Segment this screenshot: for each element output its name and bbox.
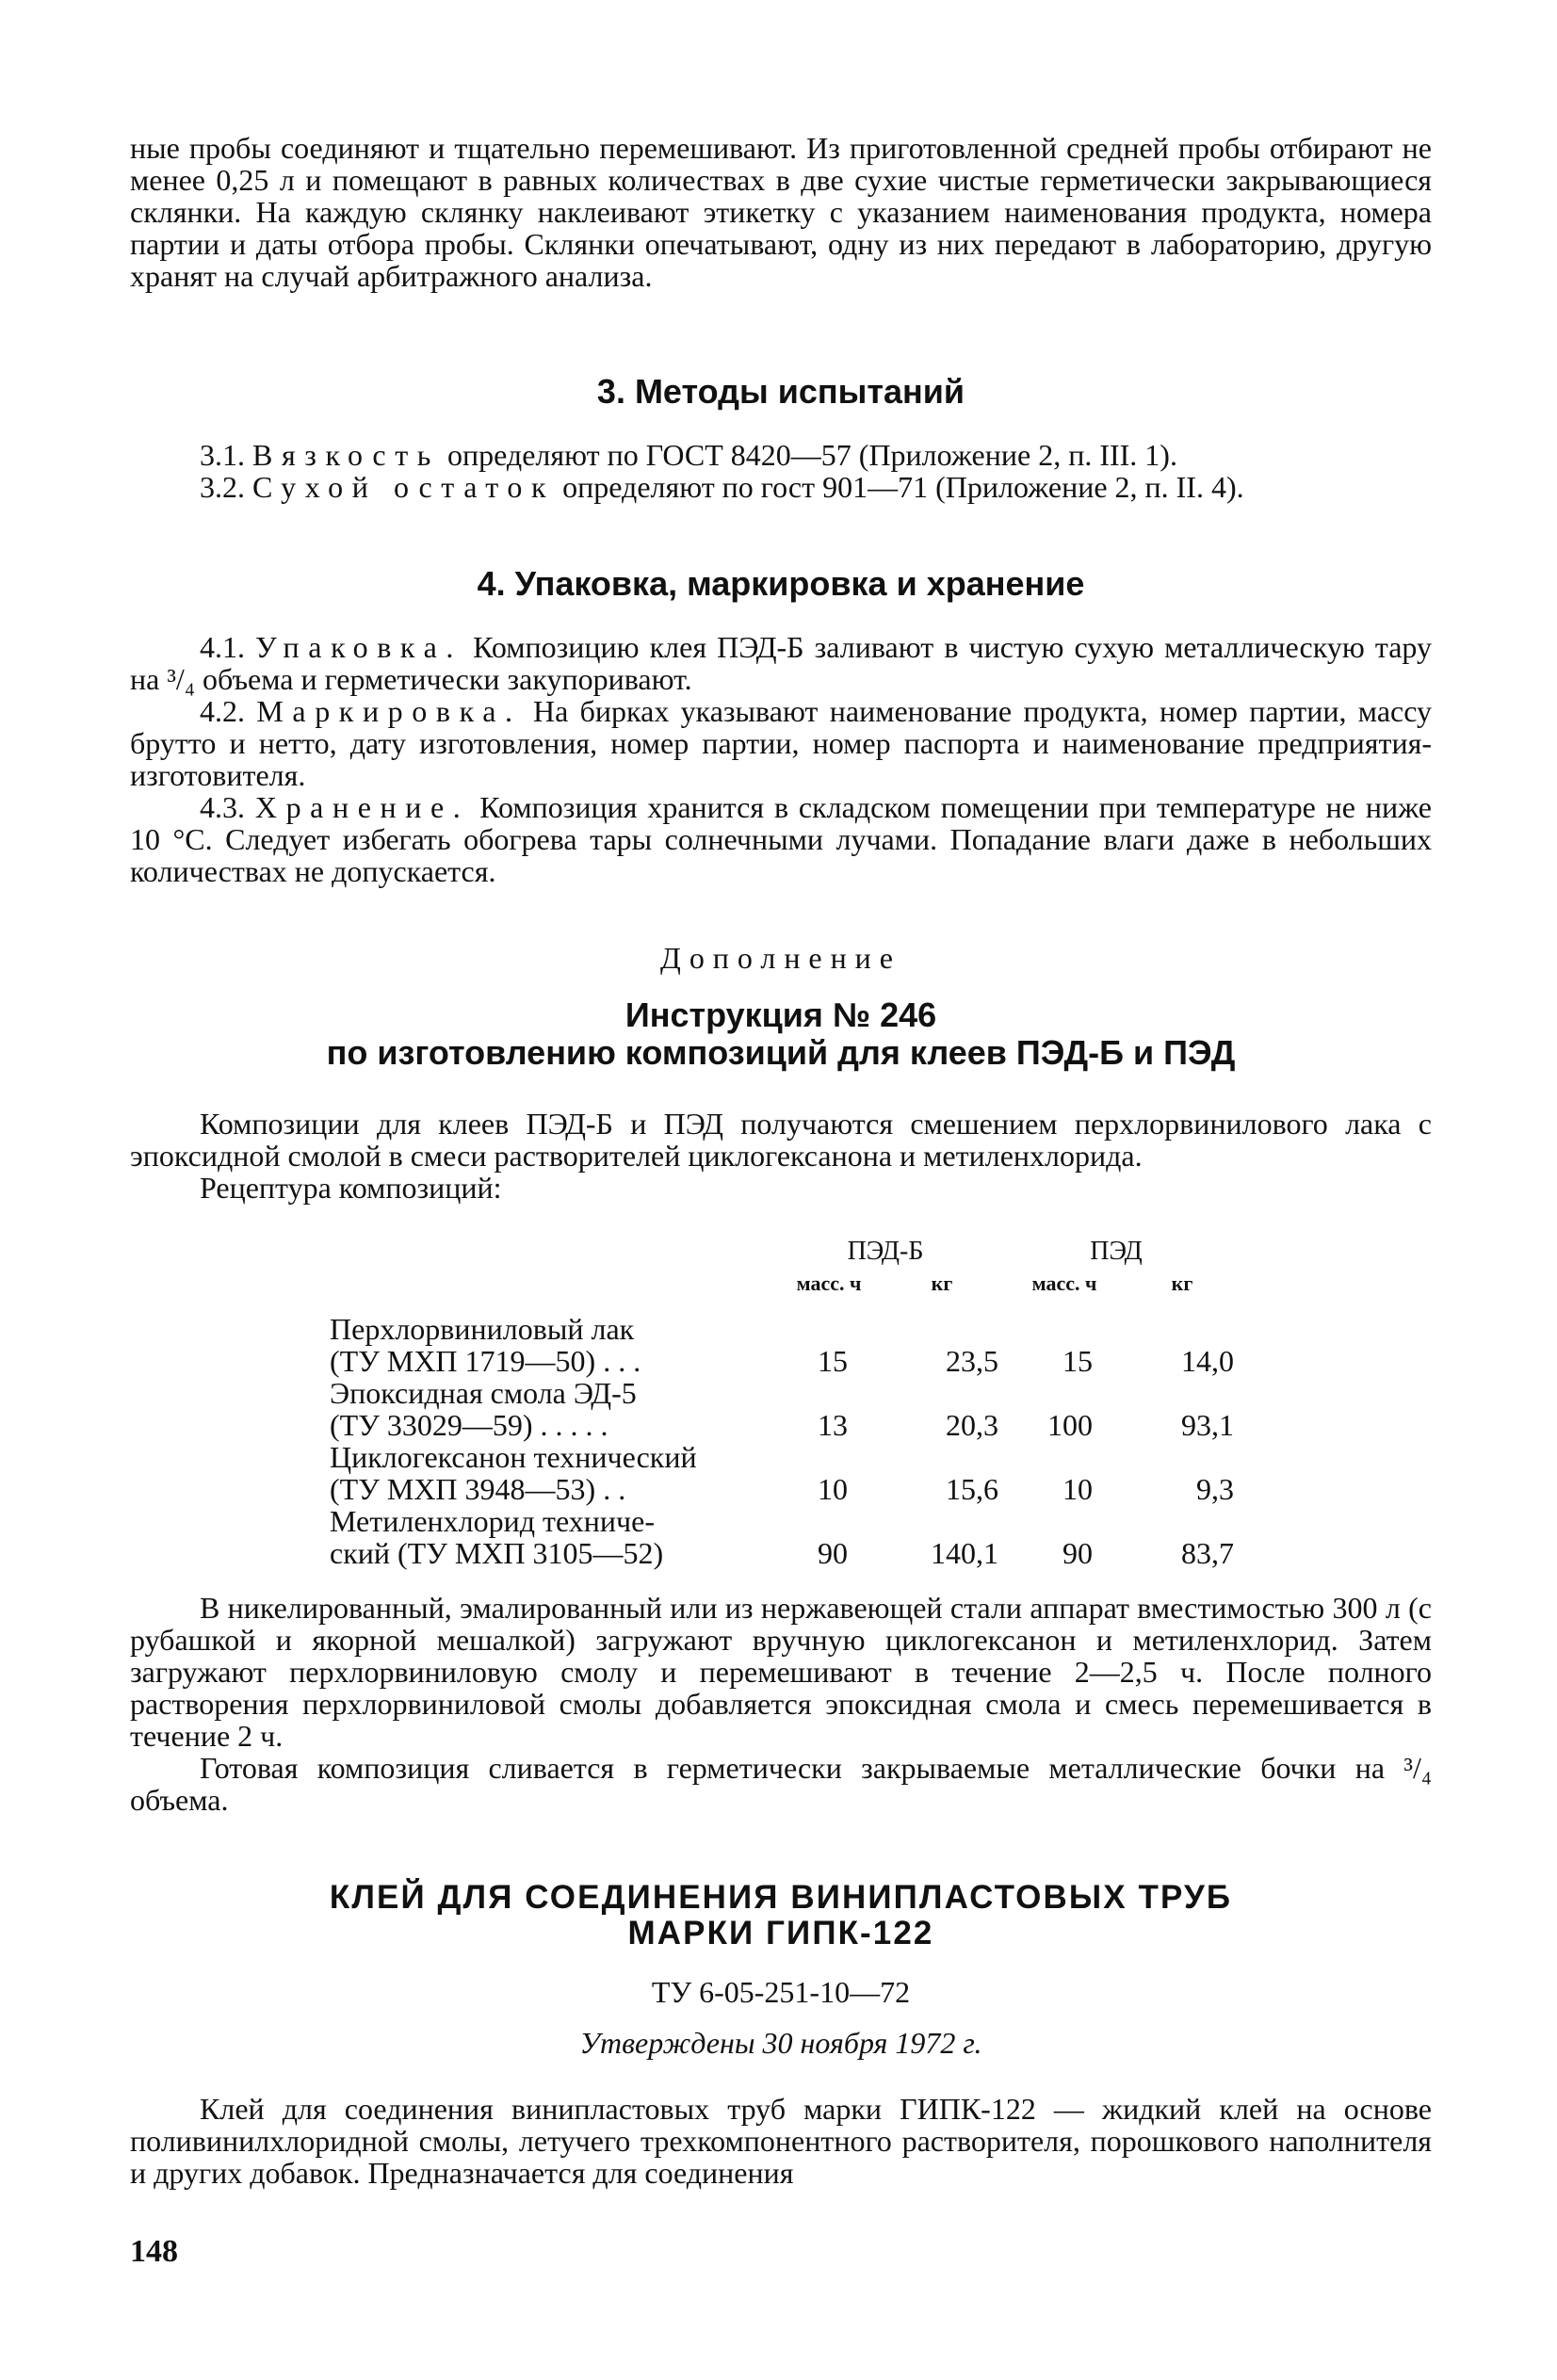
section-4 (130, 565, 1432, 603)
component-name: Эпоксидная смола ЭД-5 (ТУ 33029—59) . . . . . (330, 1376, 637, 1442)
value-cell: 15,6 (946, 1472, 998, 1506)
glue-title-block (130, 1880, 1432, 1951)
glue-paragraph: Клей для соединения винипластовых труб марки ГИПК-122 — жидкий клей на основе поливинилхлоридной смолы, летучего трехкомпонентного растворителя, порошкового наполнителя и других добавок. Предназначается для соединения (130, 2092, 1432, 2190)
appendix-title-line-1: Инструкция № 246 (624, 996, 937, 1034)
table-row (330, 1300, 1234, 1377)
glue-title-line-2: МАРКИ ГИПК-122 (627, 1915, 934, 1951)
glue-standard: ТУ 6-05-251-10—72 (651, 1975, 911, 2009)
item-text: Композицию клея ПЭД-Б заливают в чистую сухую металлическую тару на ³/₄ объема и герметически закупоривают. (130, 630, 1433, 696)
appendix-paragraph-1: Композиции для клеев ПЭД-Б и ПЭД получаются смешением перхлорвинилового лака с эпоксидной смолой в смеси растворителей циклогексанона и метиленхлорида. (130, 1107, 1432, 1173)
unit-header: масс. ч (1031, 1271, 1097, 1295)
value-cell: 13 (818, 1408, 848, 1442)
group-header-ped-b: ПЭД-Б (847, 1237, 924, 1266)
item-text: Композиция хранится в складском помещении при температуре не ниже 10 °С. Следует избегать обогрева тары солнечными лучами. Попадание влаги даже в небольших количествах не допускается. (130, 790, 1433, 888)
unit-header: кг (931, 1271, 953, 1295)
appendix-intro-block (130, 1108, 1432, 1204)
recipe-table-block (330, 1236, 1234, 1569)
item-text: определяют по гост 901—71 (Приложение 2, п. II. 4). (555, 470, 1244, 504)
item-number: 4.3. (200, 790, 245, 824)
item-text: На бирках указывают наименование продукта, номер партии, массу брутто и нетто, дату изготовления, номер партии, номер паспорта и наименование предприятия-изготовителя. (130, 694, 1433, 792)
value-cell: 83,7 (1181, 1536, 1234, 1570)
section-3-items (130, 439, 1432, 503)
intro-paragraph-block (130, 132, 1432, 292)
unit-header: кг (1171, 1271, 1193, 1295)
table-group-header-row (330, 1236, 1234, 1268)
item-3-1 (130, 439, 1432, 471)
component-name: Перхлорвиниловый лак (ТУ МХП 1719—50) . . . (330, 1312, 641, 1378)
item-term: Сухой остаток (252, 470, 556, 504)
value-cell: 20,3 (946, 1408, 998, 1442)
recipe-table (330, 1236, 1234, 1569)
item-term: Хранение. (254, 790, 470, 824)
item-3-2 (130, 471, 1432, 503)
item-number: 4.1. (200, 630, 245, 664)
item-text: определяют по ГОСТ 8420—57 (Приложение 2, п. III. 1). (440, 438, 1177, 472)
value-cell: 140,1 (931, 1536, 998, 1570)
appendix-paragraph-3: Готовая композиция сливается в герметически закрываемые металлические бочки на ³/₄ объема. (130, 1751, 1432, 1817)
section-3-heading: 3. Методы испытаний (596, 372, 965, 411)
value-cell: 9,3 (1196, 1472, 1234, 1506)
group-header-ped: ПЭД (1090, 1237, 1143, 1266)
value-cell: 15 (1062, 1344, 1093, 1378)
intro-paragraph: ные пробы соединяют и тщательно перемешивают. Из приготовленной средней пробы отбирают не менее 0,25 л и помещают в равных количествах в две сухие чистые герметически закрывающиеся склянки. На каждую склянку наклеивают этикетку с указанием наименования продукта, номера партии и даты отбора пробы. Склянки опечатывают, одну из них передают в лабораторию, другую хранят на случай арбитражного анализа. (130, 131, 1432, 293)
appendix-label: Дополнение (660, 941, 901, 975)
value-cell: 100 (1047, 1408, 1093, 1442)
item-4-3 (130, 791, 1432, 887)
recipe-label: Рецептура композиций: (200, 1171, 502, 1205)
value-cell: 10 (818, 1472, 848, 1506)
item-term: Маркировка. (256, 694, 522, 728)
appendix-paragraph-2: В никелированный, эмалированный или из нержавеющей стали аппарат вместимостью 300 л (с рубашкой и якорной мешалкой) загружают вручную циклогексанон и метиленхлорид. Затем загружают перхлорвиниловую смолу и перемешивают в течение 2—2,5 ч. После полного растворения перхлорвиниловой смолы добавляется эпоксидная смола и смесь перемешивается в течение 2 ч. (130, 1591, 1432, 1753)
item-4-2 (130, 695, 1432, 791)
item-number: 3.2. (200, 470, 245, 504)
item-number: 4.2. (200, 694, 245, 728)
item-term: Вязкость (252, 438, 441, 472)
item-4-1 (130, 631, 1432, 695)
item-number: 3.1. (200, 438, 245, 472)
table-unit-header-row (330, 1268, 1234, 1300)
glue-body-block (130, 2093, 1432, 2189)
value-cell: 90 (818, 1536, 848, 1570)
section-3 (130, 373, 1432, 411)
section-4-items (130, 631, 1432, 887)
table-row (330, 1505, 1234, 1569)
table-row (330, 1377, 1234, 1441)
component-name: Метиленхлорид техниче- ский (ТУ МХП 3105—52) (330, 1504, 664, 1570)
glue-approved-date: Утверждены 30 ноября 1972 г. (579, 2026, 982, 2060)
page-number: 148 (130, 2234, 178, 2269)
glue-meta-block (130, 1976, 1432, 2059)
glue-title-line-1: КЛЕЙ ДЛЯ СОЕДИНЕНИЯ ВИНИПЛАСТОВЫХ ТРУБ (329, 1879, 1233, 1916)
appendix-body-block (130, 1592, 1432, 1816)
item-term: Упаковка. (255, 630, 462, 664)
appendix-title-block (130, 996, 1432, 1072)
value-cell: 23,5 (946, 1344, 998, 1378)
value-cell: 90 (1062, 1536, 1093, 1570)
section-4-heading: 4. Упаковка, маркировка и хранение (477, 564, 1085, 603)
value-cell: 14,0 (1181, 1344, 1234, 1378)
table-row (330, 1441, 1234, 1505)
component-name: Циклогексанон технический (ТУ МХП 3948—53) . . (330, 1440, 697, 1506)
value-cell: 93,1 (1181, 1408, 1234, 1442)
value-cell: 10 (1062, 1472, 1093, 1506)
appendix-title-line-2: по изготовлению композиций для клеев ПЭД-Б и ПЭД (326, 1033, 1236, 1072)
unit-header: масс. ч (796, 1271, 862, 1295)
value-cell: 15 (818, 1344, 848, 1378)
appendix-label-block (130, 942, 1432, 974)
